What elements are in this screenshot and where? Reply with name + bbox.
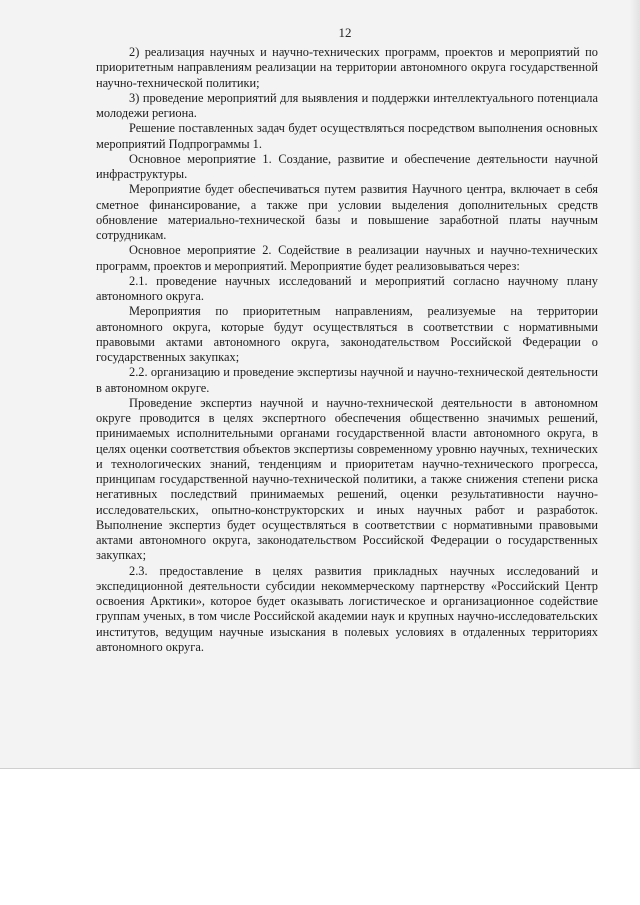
page-number: 12 [338, 25, 352, 40]
paragraph-activity-1-details: Мероприятие будет обеспечиваться путем развития Научного центра, включает в себя сметное финансирование, а также при условии выделения дополнительных средств обновление материально-технической базы и повышение заработной платы научным сотрудникам. [96, 182, 598, 242]
paragraph-item-2-2: 2.2. организацию и проведение экспертизы научной и научно-технической деятельности в автономном округе. [96, 365, 598, 395]
paragraph-expertise: Проведение экспертиз научной и научно-технической деятельности в автономном округе проводится в целях экспертного обеспечения общественно значимых решений, принимаемых исполнительными органами государственной власти автономного округа, в целях оценки соответствия объектов экспертизы современному уровню научных, технических и технологических знаний, тенденциям и приоритетам научно-технического прогресса, принципам государственной научно-технической политики, а также снижения степени риска негативных последствий принимаемых решений, оценки результативности научно-исследовательских, опытно-конструкторских и иных научных работ и разработок. Выполнение экспертиз будет осуществляться в соответствии с нормативными правовыми актами автономного округа, законодательством Российской Федерации о государственных закупках; [96, 395, 598, 563]
paragraph-item-2-1: 2.1. проведение научных исследований и мероприятий согласно научному плану автономного округа. [96, 273, 598, 303]
paragraph-goal-3: 3) проведение мероприятий для выявления и поддержки интеллектуального потенциала молодежи региона. [96, 90, 598, 120]
paragraph-main-activity-1: Основное мероприятие 1. Создание, развитие и обеспечение деятельности научной инфраструктуры. [96, 151, 598, 181]
paragraph-main-activity-2: Основное мероприятие 2. Содействие в реализации научных и научно-технических программ, проектов и мероприятий. Мероприятие будет реализовываться через: [96, 243, 598, 273]
paragraph-priority-activities: Мероприятия по приоритетным направлениям, реализуемые на территории автономного округа, которые будут осуществляться в соответствии с нормативными правовыми актами автономного округа, законодательством Российской Федерации о государственных закупках; [96, 304, 598, 364]
document-body [96, 45, 598, 655]
paragraph-item-2-3: 2.3. предоставление в целях развития прикладных научных исследований и экспедиционной деятельности субсидии некоммерческому партнерству «Российский Центр освоения Арктики», которое будет оказывать логистическое и организационное содействие группам ученых, в том числе Российской академии наук и крупных научно-исследовательских институтов, ведущим научные изыскания в полевых условиях в отдаленных территориях автономного округа. [96, 563, 598, 654]
paragraph-solution: Решение поставленных задач будет осуществляться посредством выполнения основных мероприятий Подпрограммы 1. [96, 121, 598, 151]
paragraph-goal-2: 2) реализация научных и научно-технических программ, проектов и мероприятий по приоритетным направлениям реализации на территории автономного округа государственной научно-технической политики; [96, 45, 598, 90]
